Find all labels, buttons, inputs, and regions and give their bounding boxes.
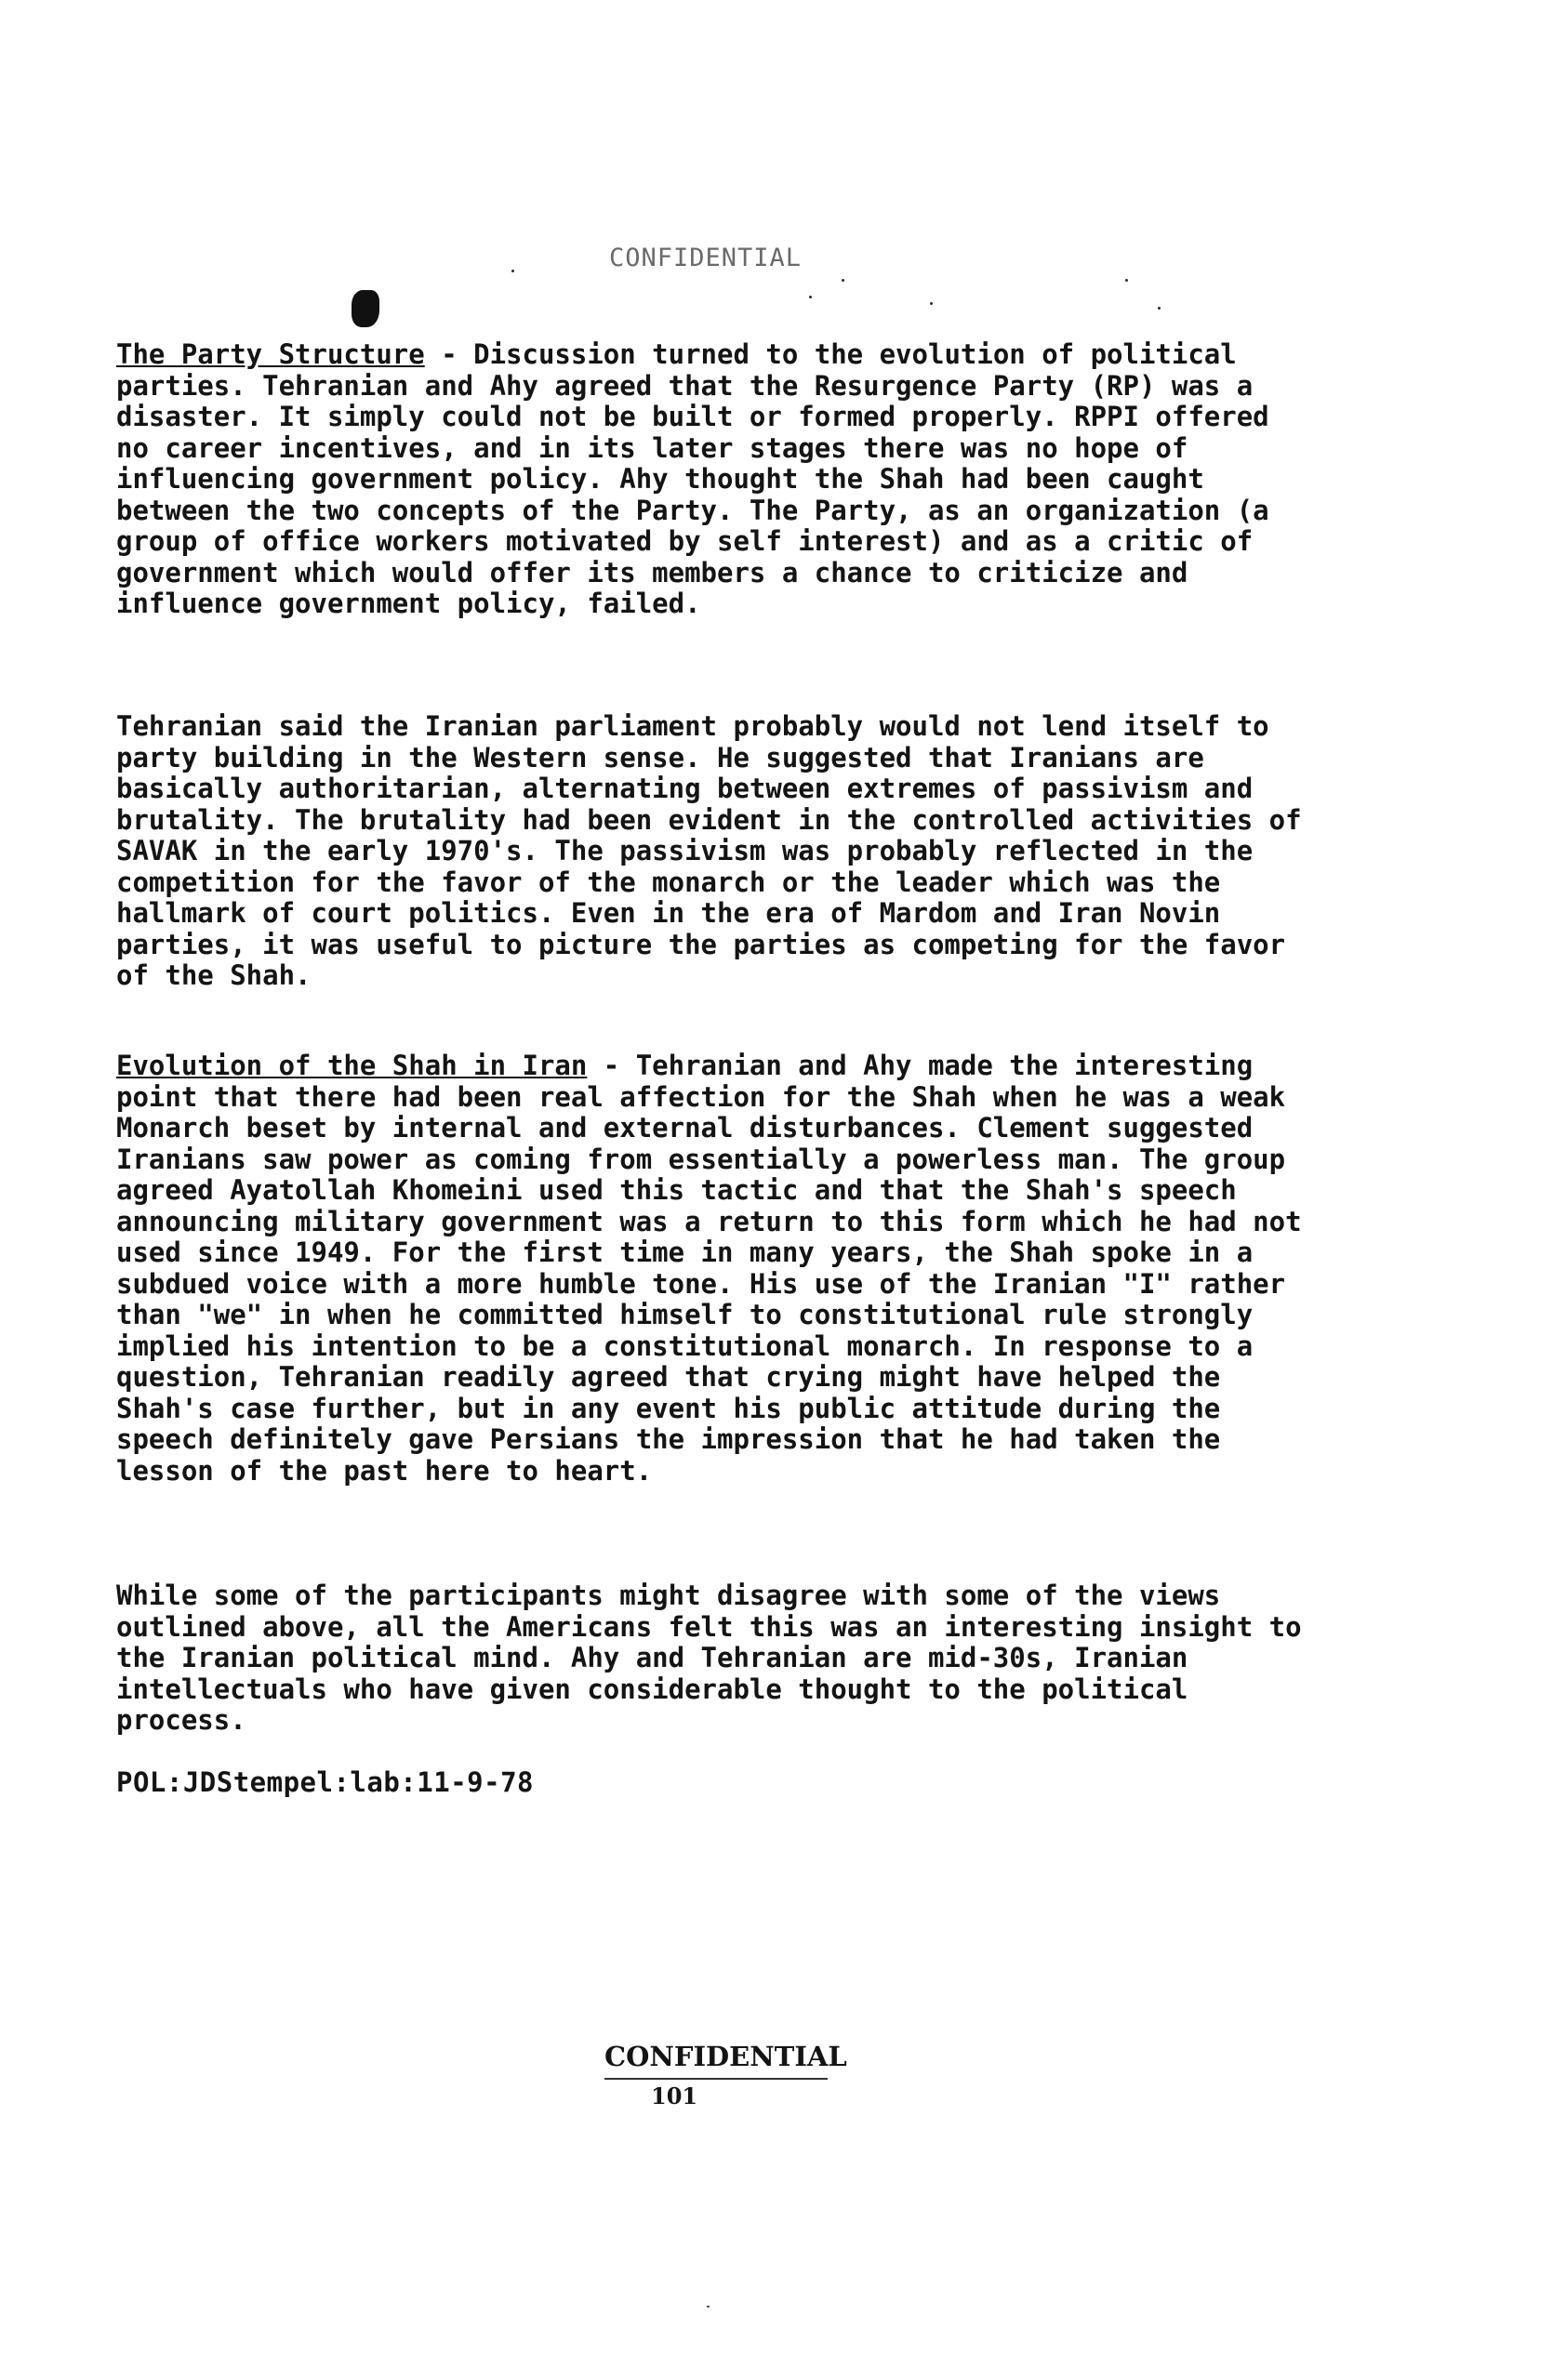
- paragraph-body: - Discussion turned to the evolution of political parties. Tehranian and Ahy agreed that the Resurgence Party (RP) was a disaster. It simply could not be built or formed properly. RPPI offered no career incentives, and in its later stages there was no hope of influencing government policy. Ahy thought the Shah had been caught between the two concepts of the Party. The Party, as an organization (a group of office workers motivated by self interest) and as a critic of government which would offer its members a chance to criticize and influence government policy, failed.: [116, 338, 1286, 619]
- drafting-reference-line: POL:JDStempel:lab:11-9-78: [116, 1766, 534, 1798]
- paragraph-body: While some of the participants might disagree with some of the views outlined above, all the Americans felt this was an interesting insight to the Iranian political mind. Ahy and Tehranian are mid-30s, Iranian intellectuals who have given considerable thought to the political process.: [116, 1580, 1319, 1736]
- section-heading-evolution-of-shah: Evolution of the Shah in Iran: [116, 1050, 588, 1081]
- paragraph-body: - Tehranian and Ahy made the interesting point that there had been real affection for the Shah when he was a weak Monarch beset by internal and external disturbances. Clement suggested Iranians saw power as coming from essentially a powerless man. The group agreed Ayatollah Khomeini used this tactic and that the Shah's speech announcing military government was a return to this form which he had not used since 1949. For the first time in many years, the Shah spoke in a subdued voice with a more humble tone. His use of the Iranian "I" rather than "we" in when he committed himself to constitutional rule strongly implied his intention to be a constitutional monarch. In response to a question, Tehranian readily agreed that crying might have helped the Shah's case further, but in any event his public attitude during the speech definitely gave Persians the impression that he had taken the lesson of the past here to heart.: [116, 1050, 1319, 1487]
- paragraph-closing: [116, 1580, 1319, 1737]
- header-classification-stamp: CONFIDENTIAL: [609, 244, 803, 272]
- paragraph-party-structure: [116, 339, 1316, 620]
- footer-classification: CONFIDENTIAL: [604, 2041, 847, 2072]
- section-heading-party-structure: The Party Structure: [116, 338, 425, 370]
- scan-ink-blot: [352, 290, 379, 327]
- paragraph-parliament: [116, 710, 1319, 992]
- paragraph-body: Tehranian said the Iranian parliament probably would not lend itself to party building in the Western sense. He suggested that Iranians are basically authoritarian, alternating between extremes of passivism and brutality. The brutality had been evident in the controlled activities of SAVAK in the early 1970's. The passivism was probably reflected in the competition for the favor of the monarch or the leader which was the hallmark of court politics. Even in the era of Mardom and Iran Novin parties, it was useful to picture the parties as competing for the favor of the Shah.: [116, 710, 1319, 991]
- paragraph-evolution-of-shah: [116, 1050, 1319, 1487]
- footer-divider: [604, 2078, 828, 2080]
- page-number: 101: [651, 2082, 698, 2109]
